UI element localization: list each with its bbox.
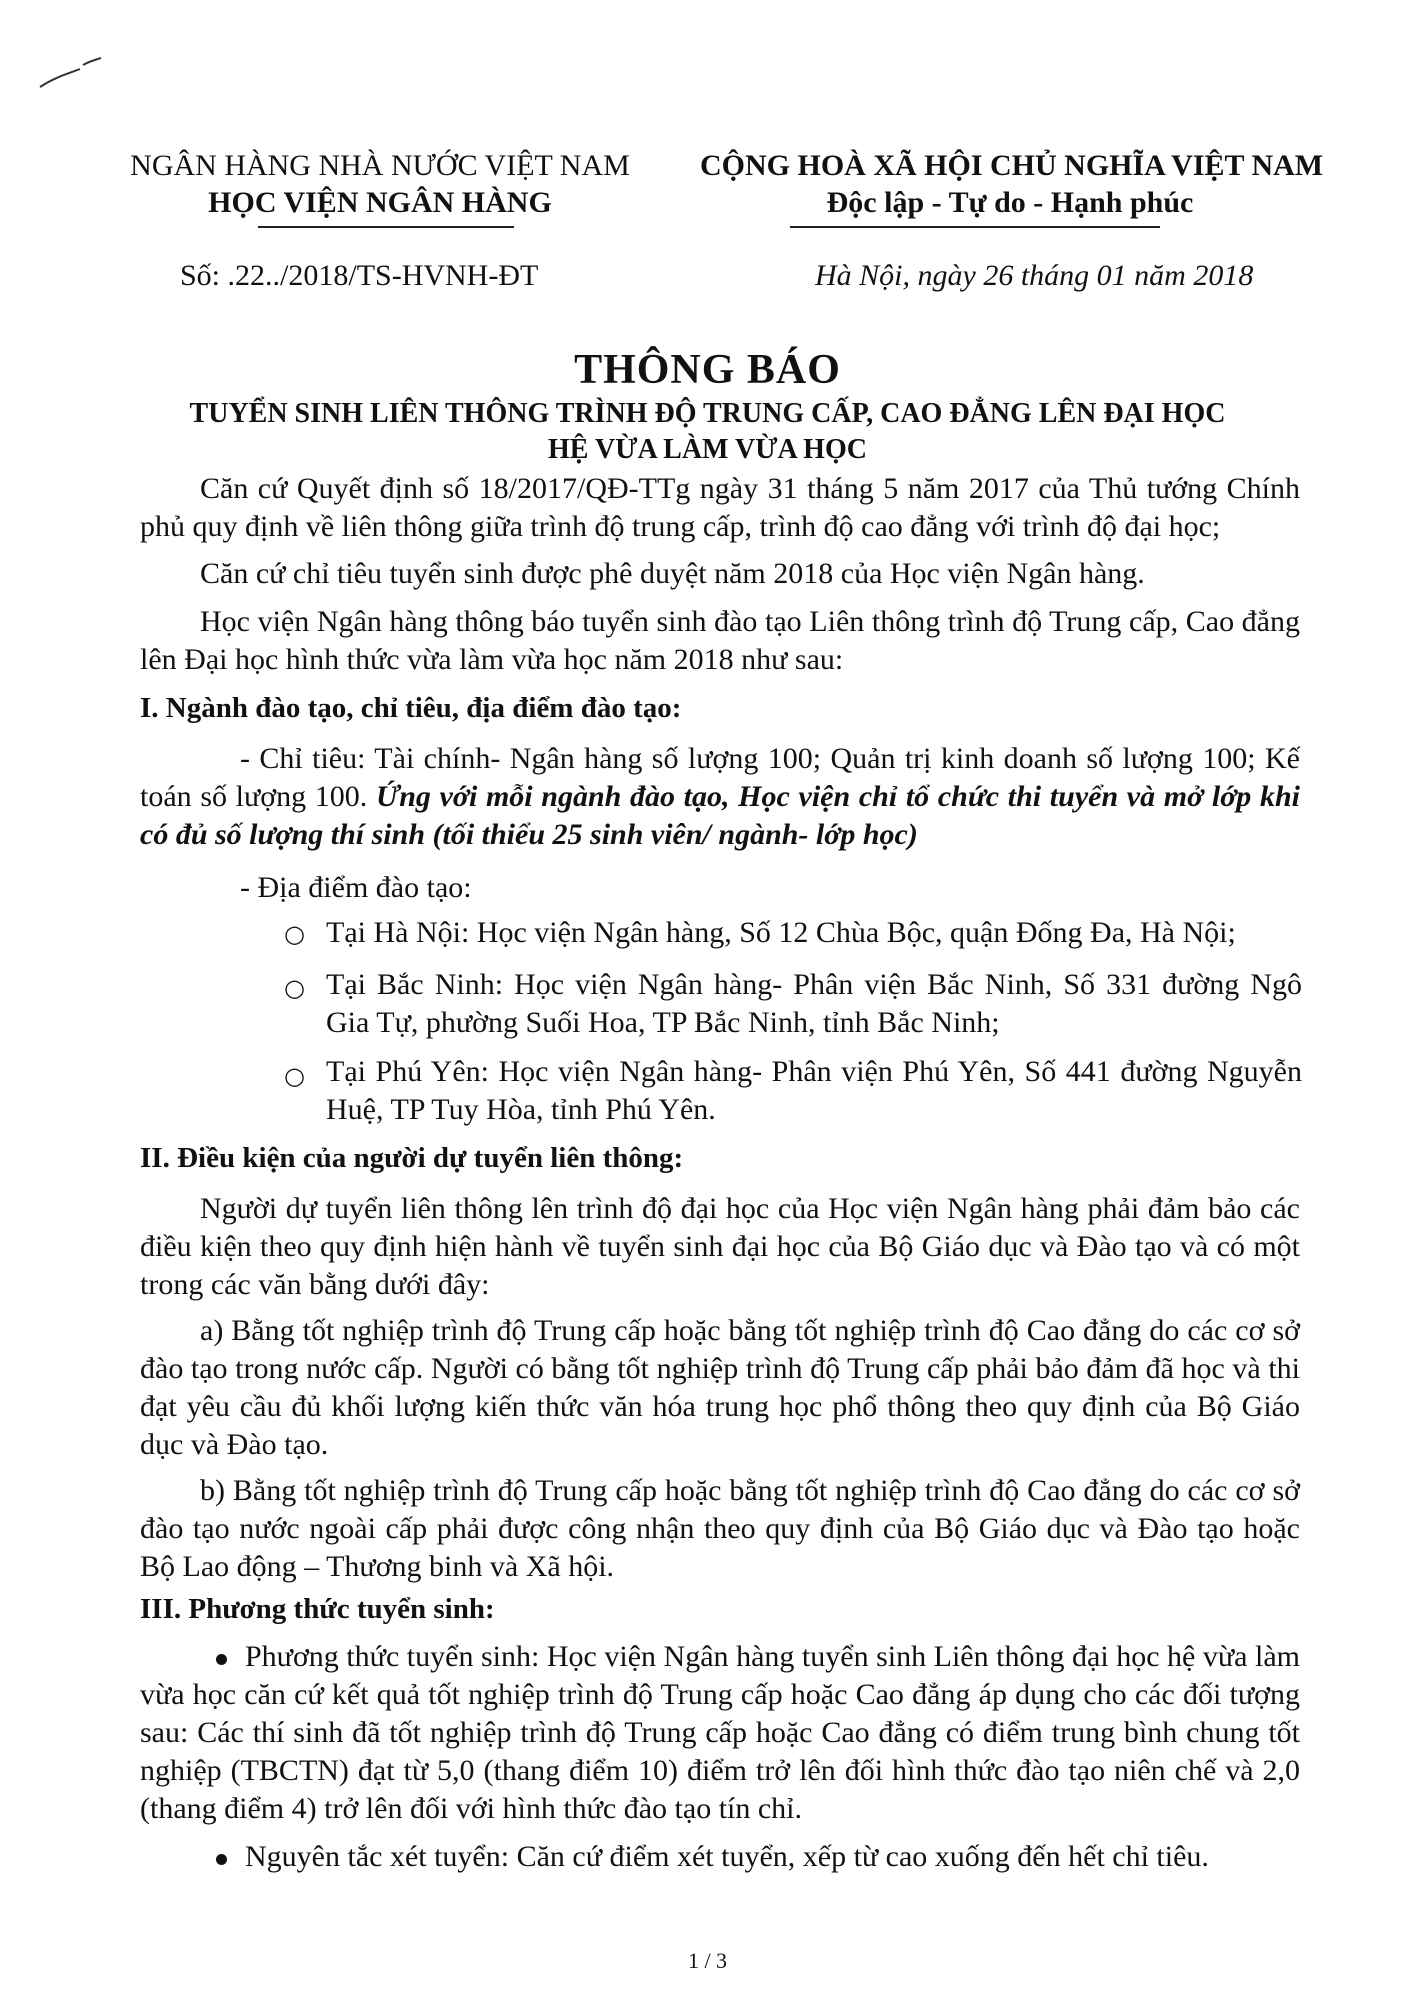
quota-note: Ứng với mỗi ngành đào tạo, Học viện chỉ tổ chức thi tuyển và mở lớp khi có đủ số lượng thí sinh (tối thiểu 25 sinh viên/ ngành- lớp học) (140, 780, 1300, 851)
condition-b: b) Bằng tốt nghiệp trình độ Trung cấp hoặc bằng tốt nghiệp trình độ Cao đẳng do các cơ sở đào tạo nước ngoài cấp phải được công nhận theo quy định của Bộ Giáo dục và Đào tạo hoặc Bộ Lao động – Thương binh và Xã hội. (140, 1474, 1300, 1583)
section-2-heading: II. Điều kiện của người dự tuyển liên thông: (140, 1142, 684, 1174)
intro-paragraph-1: Căn cứ Quyết định số 18/2017/QĐ-TTg ngày 31 tháng 5 năm 2017 của Thủ tướng Chính phủ quy định về liên thông giữa trình độ trung cấp, trình độ cao đẳng với trình độ đại học; (140, 472, 1300, 543)
circle-bullet-icon: ○ (284, 974, 305, 1002)
quota-text: - Chỉ tiêu: Tài chính- Ngân hàng số lượng 100; Quản trị kinh doanh số lượng 100; Kế toán số lượng 100. (140, 742, 1300, 813)
quota-paragraph (140, 740, 1300, 854)
locations-label: - Địa điểm đào tạo: (240, 871, 472, 904)
motto-underline (790, 226, 1160, 228)
page-number: 1 / 3 (687, 1948, 728, 1973)
section-1-heading: I. Ngành đào tạo, chỉ tiêu, địa điểm đào tạo: (140, 692, 682, 724)
document-title: THÔNG BÁO (574, 347, 841, 393)
admission-method: Phương thức tuyển sinh: Học viện Ngân hàng tuyển sinh Liên thông đại học hệ vừa làm vừa học căn cứ kết quả tốt nghiệp trình độ Trung cấp hoặc Cao đẳng áp dụng cho các đối tượng sau: Các thí sinh đã tốt nghiệp trình độ Trung cấp hoặc Cao đẳng có điểm trung bình chung tốt nghiệp (TBCTN) đạt từ 5,0 (thang điểm 10) điểm trở lên đối hình thức đào tạo niên chế và 2,0 (thang điểm 4) trở lên đối với hình thức đào tạo tín chỉ. (140, 1640, 1300, 1825)
document-number: Số: .22../2018/TS-HVNH-ĐT (180, 259, 539, 292)
document-subtitle-2: HỆ VỪA LÀM VỪA HỌC (548, 434, 867, 465)
section-3-heading: III. Phương thức tuyển sinh: (140, 1593, 495, 1625)
intro-paragraph-3: Học viện Ngân hàng thông báo tuyển sinh đào tạo Liên thông trình độ Trung cấp, Cao đẳng lên Đại học hình thức vừa làm vừa học năm 2018 như sau: (140, 605, 1300, 676)
admission-principle: Nguyên tắc xét tuyển: Căn cứ điểm xét tuyển, xếp từ cao xuống đến hết chỉ tiêu. (245, 1840, 1209, 1873)
location-phuyen: Tại Phú Yên: Học viện Ngân hàng- Phân viện Phú Yên, Số 441 đường Nguyễn Huệ, TP Tuy Hòa, tỉnh Phú Yên. (326, 1055, 1302, 1126)
national-motto: Độc lập - Tự do - Hạnh phúc (826, 186, 1194, 219)
country-name: CỘNG HOÀ XÃ HỘI CHỦ NGHĨA VIỆT NAM (700, 149, 1324, 182)
circle-bullet-icon: ○ (284, 920, 305, 948)
condition-a: a) Bằng tốt nghiệp trình độ Trung cấp hoặc bằng tốt nghiệp trình độ Cao đẳng do các cơ sở đào tạo trong nước cấp. Người có bằng tốt nghiệp trình độ Trung cấp phải bảo đảm đã học và thi đạt yêu cầu đủ khối lượng kiến thức văn hóa trung học phổ thông theo quy định của Bộ Giáo dục và Đào tạo. (140, 1314, 1300, 1461)
issuer-underline (258, 226, 514, 228)
issuer-unit: HỌC VIỆN NGÂN HÀNG (208, 186, 552, 219)
pen-mark (35, 55, 105, 95)
issuer-org: NGÂN HÀNG NHÀ NƯỚC VIỆT NAM (130, 149, 630, 182)
location-bacninh: Tại Bắc Ninh: Học viện Ngân hàng- Phân viện Bắc Ninh, Số 331 đường Ngô Gia Tự, phường Suối Hoa, TP Bắc Ninh, tỉnh Bắc Ninh; (326, 968, 1302, 1039)
location-hanoi: Tại Hà Nội: Học viện Ngân hàng, Số 12 Chùa Bộc, quận Đống Đa, Hà Nội; (326, 916, 1236, 949)
section-2-paragraph: Người dự tuyển liên thông lên trình độ đại học của Học viện Ngân hàng phải đảm bảo các điều kiện theo quy định hiện hành về tuyển sinh đại học của Bộ Giáo dục và Đào tạo và có một trong các văn bằng dưới đây: (140, 1192, 1300, 1301)
circle-bullet-icon: ○ (284, 1062, 305, 1090)
document-date: Hà Nội, ngày 26 tháng 01 năm 2018 (815, 259, 1254, 292)
document-subtitle-1: TUYỂN SINH LIÊN THÔNG TRÌNH ĐỘ TRUNG CẤP, CAO ĐẲNG LÊN ĐẠI HỌC (189, 398, 1226, 429)
intro-paragraph-2: Căn cứ chỉ tiêu tuyển sinh được phê duyệt năm 2018 của Học viện Ngân hàng. (200, 557, 1145, 590)
